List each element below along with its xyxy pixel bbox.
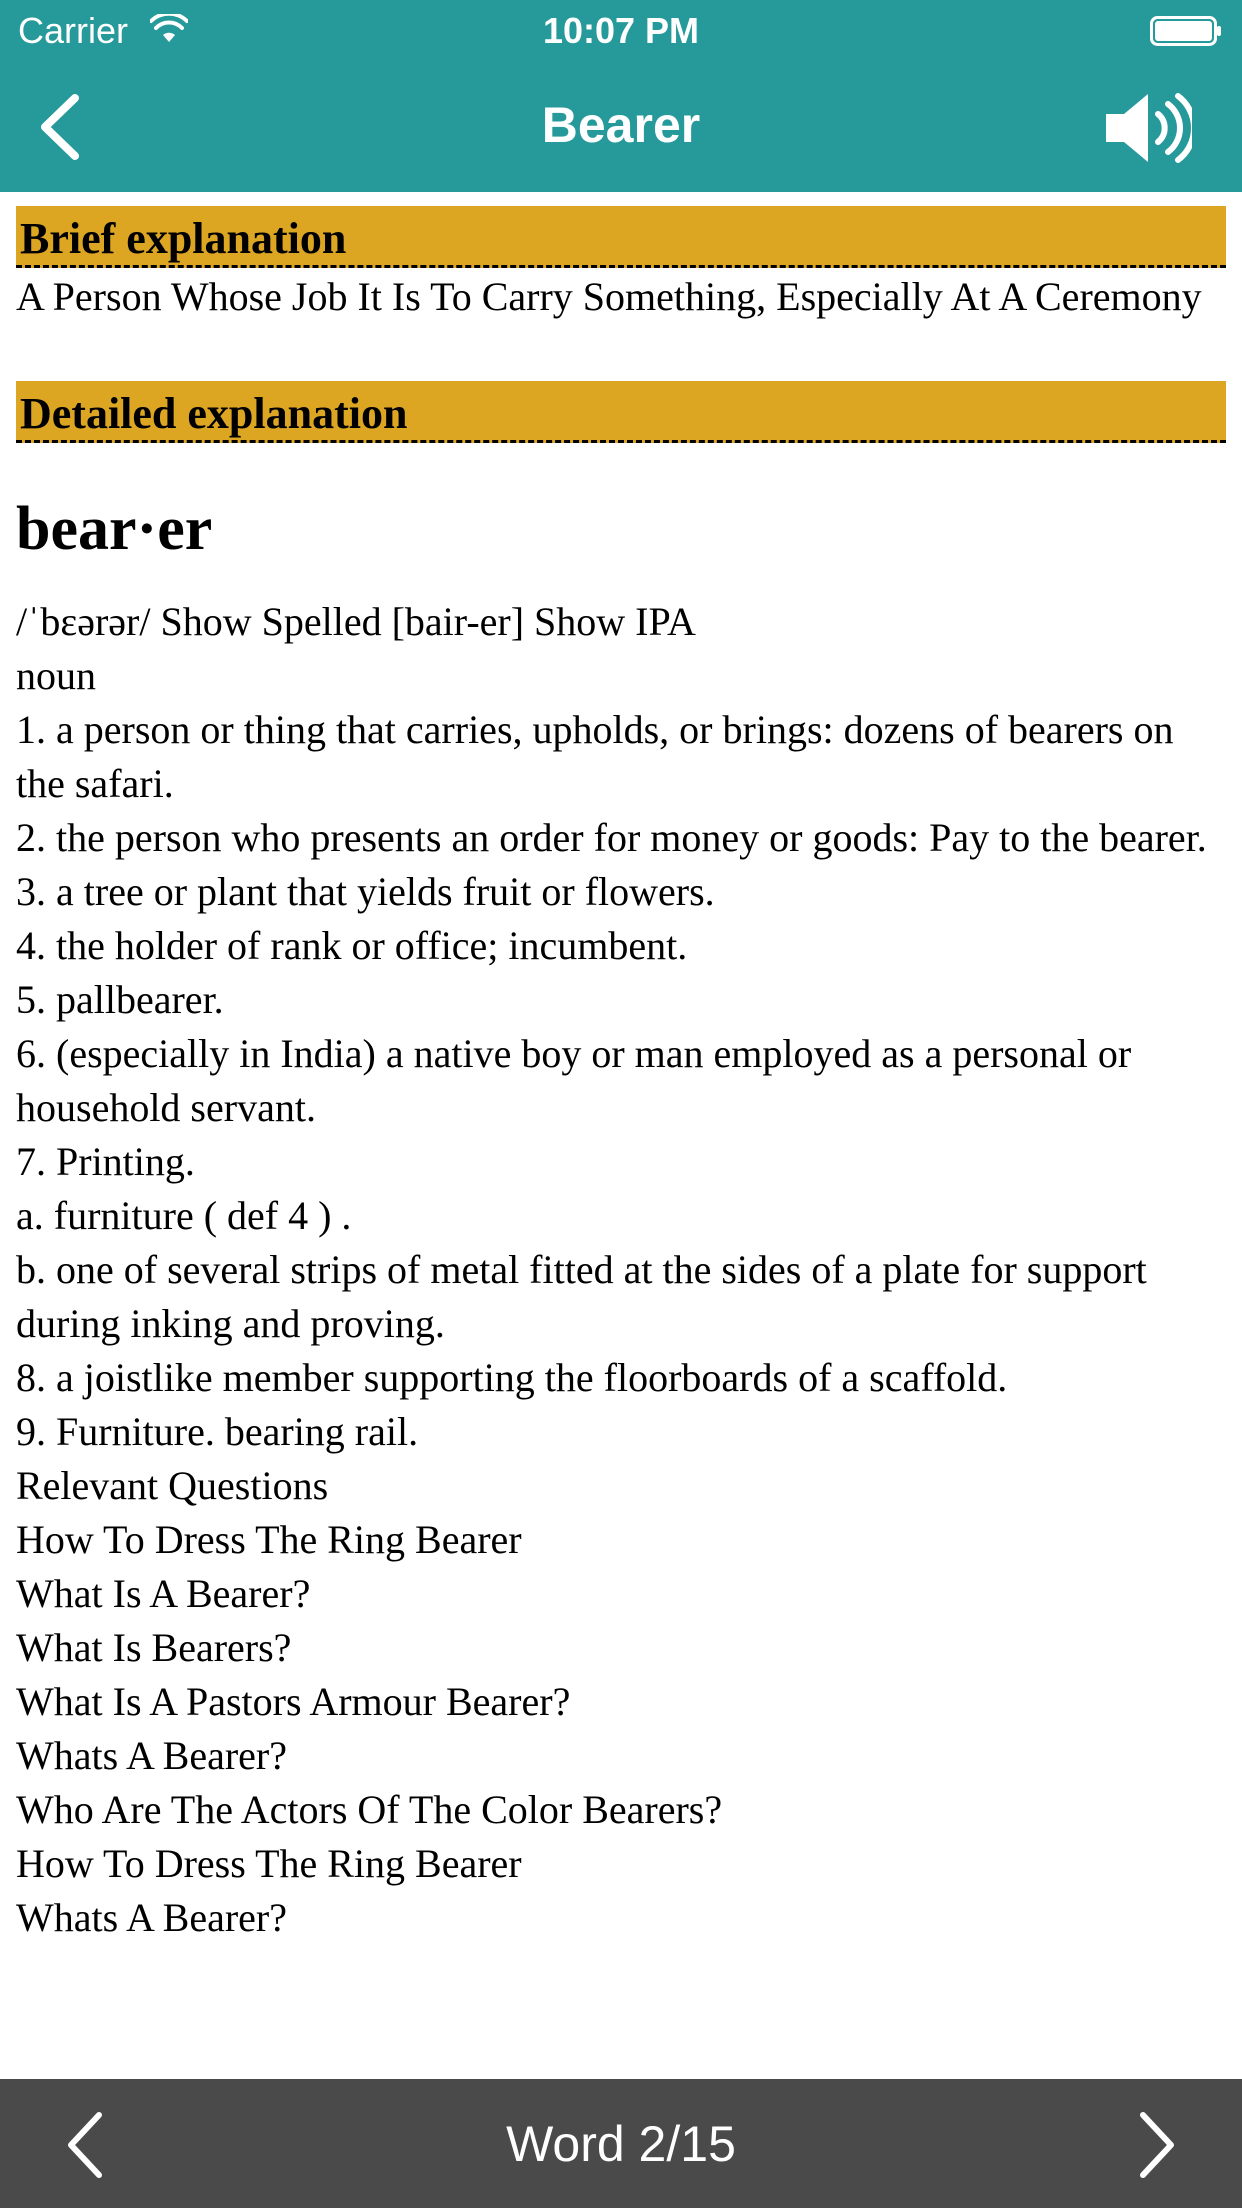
detail-line: Whats A Bearer? bbox=[16, 1733, 287, 1778]
detail-line: 6. (especially in India) a native boy or man employed as a personal or household servant. bbox=[16, 1031, 1132, 1130]
detailed-heading: Detailed explanation bbox=[16, 381, 1226, 443]
brief-heading: Brief explanation bbox=[16, 206, 1226, 268]
headword: bear·er bbox=[16, 495, 213, 563]
detail-line: What Is A Bearer? bbox=[16, 1571, 311, 1616]
detail-line: 9. Furniture. bearing rail. bbox=[16, 1409, 419, 1454]
detail-line: What Is A Pastors Armour Bearer? bbox=[16, 1679, 571, 1724]
detail-line: How To Dress The Ring Bearer bbox=[16, 1841, 522, 1886]
detail-line: Who Are The Actors Of The Color Bearers? bbox=[16, 1787, 723, 1832]
battery-icon bbox=[1150, 16, 1222, 46]
detail-line: How To Dress The Ring Bearer bbox=[16, 1517, 522, 1562]
detail-line: /ˈbɛərər/ Show Spelled [bair-er] Show IPA bbox=[16, 599, 696, 644]
chevron-right-icon bbox=[1127, 2107, 1187, 2183]
speaker-button[interactable] bbox=[1102, 90, 1192, 166]
detail-line: 1. a person or thing that carries, upholds, or brings: dozens of bearers on the safari. bbox=[16, 707, 1174, 806]
word-counter: Word 2/15 bbox=[506, 2116, 736, 2172]
nav-bar bbox=[0, 62, 1242, 192]
detail-line: b. one of several strips of metal fitted at the sides of a plate for support during inking and proving. bbox=[16, 1247, 1147, 1346]
detail-line: Relevant Questions bbox=[16, 1463, 329, 1508]
footer bbox=[0, 2079, 1242, 2208]
detail-line: 5. pallbearer. bbox=[16, 977, 224, 1022]
speaker-icon bbox=[1102, 90, 1192, 166]
detail-line: Whats A Bearer? bbox=[16, 1895, 287, 1940]
page-title: Bearer bbox=[541, 97, 701, 153]
header bbox=[0, 0, 1242, 192]
status-bar bbox=[0, 0, 1242, 62]
detail-line: 4. the holder of rank or office; incumbent. bbox=[16, 923, 688, 968]
detail-line: 8. a joistlike member supporting the floorboards of a scaffold. bbox=[16, 1355, 1008, 1400]
next-word-button[interactable] bbox=[1127, 2107, 1187, 2183]
detail-line: a. furniture ( def 4 ) . bbox=[16, 1193, 352, 1238]
detail-line: 3. a tree or plant that yields fruit or flowers. bbox=[16, 869, 715, 914]
detail-line: noun bbox=[16, 653, 96, 698]
detail-line: 2. the person who presents an order for money or goods: Pay to the bearer. bbox=[16, 815, 1207, 860]
definition-content[interactable] bbox=[0, 192, 1242, 2079]
status-time: 10:07 PM bbox=[542, 10, 700, 51]
detail-line: 7. Printing. bbox=[16, 1139, 195, 1184]
detail-line: What Is Bearers? bbox=[16, 1625, 292, 1670]
brief-text: A Person Whose Job It Is To Carry Something, Especially At A Ceremony bbox=[16, 274, 1202, 319]
carrier-label: Carrier bbox=[18, 10, 129, 51]
detail-list bbox=[16, 595, 1226, 1945]
